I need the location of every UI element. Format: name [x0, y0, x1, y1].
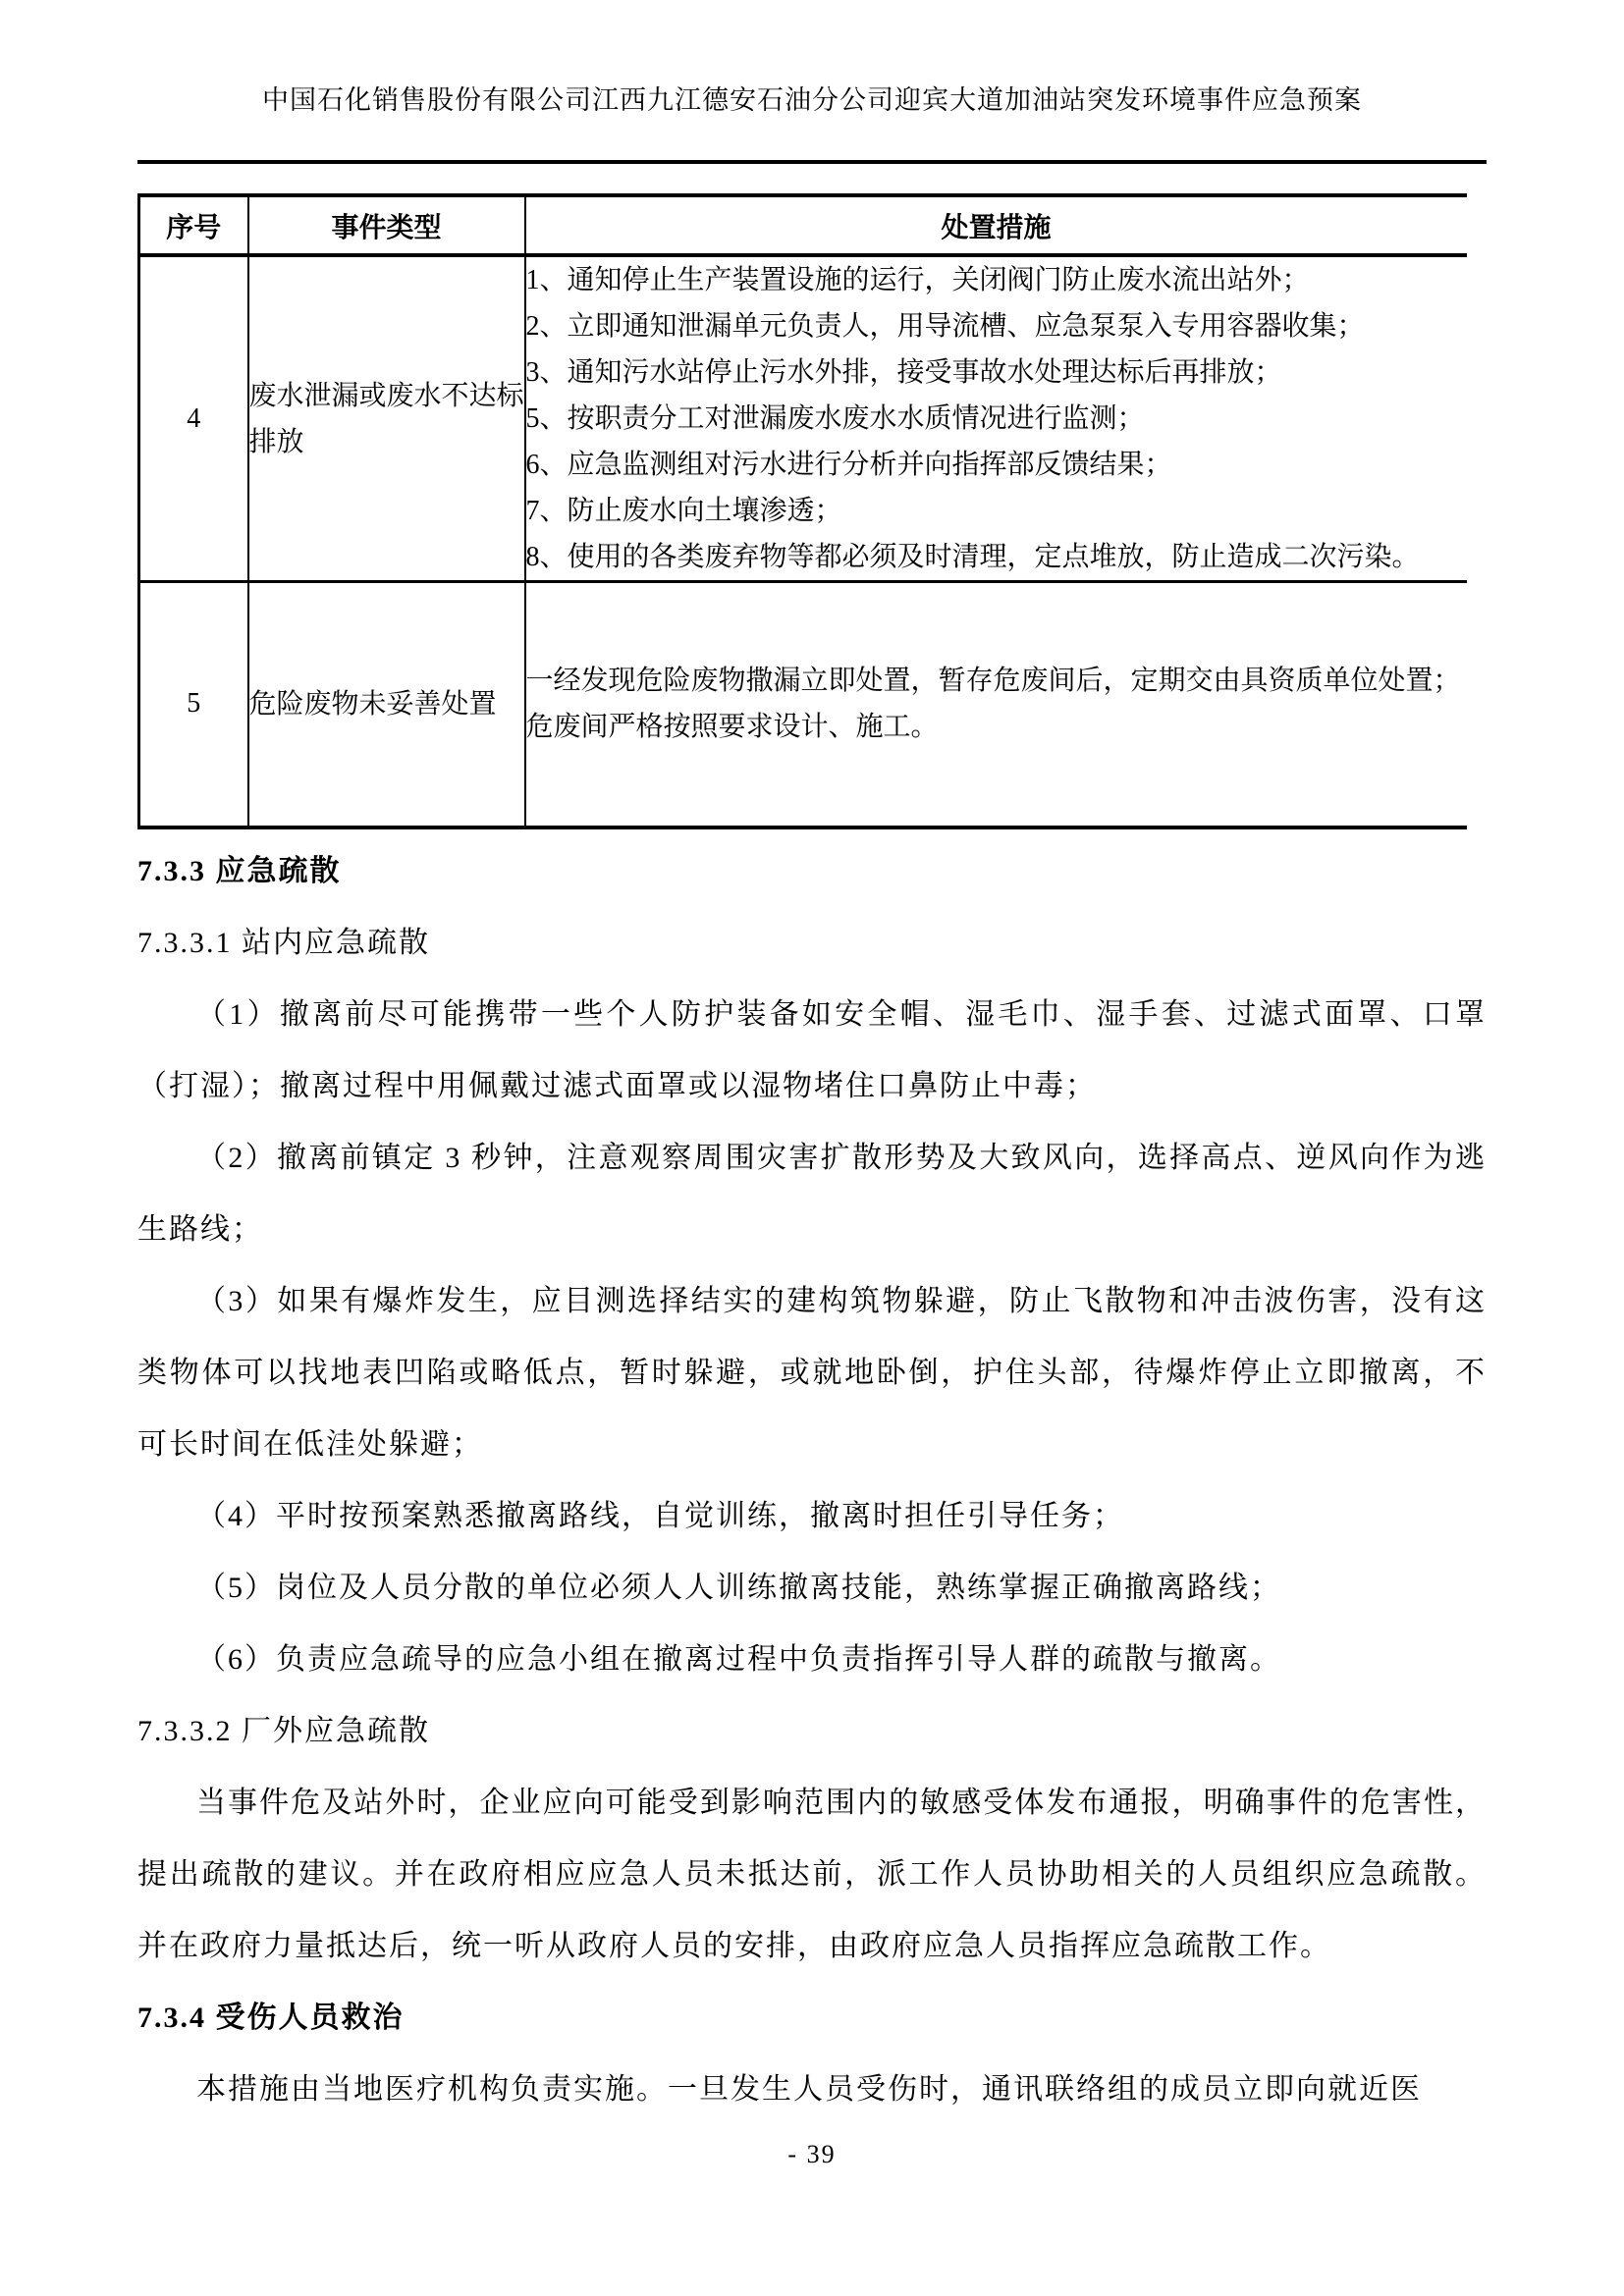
- measure-item: 8、使用的各类废弃物等都必须及时清理，定点堆放，防止造成二次污染。: [525, 542, 1420, 572]
- header-rule: [137, 160, 1487, 164]
- paragraph: （2）撤离前镇定 3 秒钟，注意观察周围灾害扩散形势及大致风向，选择高点、逆风向作为逃生路线；: [137, 1141, 1487, 1246]
- page-content: [137, 0, 1487, 2184]
- section-heading-733: 7.3.3 应急疏散: [137, 854, 342, 887]
- incident-measures-table: [137, 193, 1467, 829]
- page-number: - 39: [787, 2139, 837, 2168]
- measure-item: 3、通知污水站停止污水外排，接受事故水处理达标后再排放；: [525, 357, 1282, 388]
- section-heading-734: 7.3.4 受伤人员救治: [137, 2001, 405, 2034]
- row-index: 5: [187, 688, 201, 720]
- measures-cell: [525, 255, 1467, 582]
- event-type-cell: 危险废物未妥善处置: [248, 582, 525, 828]
- paragraph: 本措施由当地医疗机构负责实施。一旦发生人员受伤时，通讯联络组的成员立即向就近医: [196, 2072, 1422, 2106]
- document-body: [137, 835, 1487, 2125]
- section-heading-7332: 7.3.3.2 厂外应急疏散: [137, 1714, 430, 1747]
- event-type-cell: 废水泄漏或废水不达标排放: [248, 255, 525, 582]
- measure-item: 7、防止废水向土壤渗透；: [525, 496, 842, 526]
- column-header-measures: 处置措施: [525, 195, 1467, 255]
- paragraph: （1）撤离前尽可能携带一些个人防护装备如安全帽、湿毛巾、湿手套、过滤式面罩、口罩（打湿）；撤离过程中用佩戴过滤式面罩或以湿物堵住口鼻防止中毒；: [137, 997, 1487, 1102]
- section-heading-7331: 7.3.3.1 站内应急疏散: [137, 926, 430, 959]
- measure-item: 一经发现危险废物撒漏立即处置，暂存危废间后，定期交由具资质单位处置；危废间严格按照要求设计、施工。: [525, 666, 1461, 743]
- measure-item: 2、立即通知泄漏单元负责人，用导流槽、应急泵泵入专用容器收集；: [525, 311, 1365, 342]
- measure-item: 6、应急监测组对污水进行分析并向指挥部反馈结果；: [525, 450, 1172, 480]
- column-header-index: 序号: [139, 195, 248, 255]
- paragraph: （3）如果有爆炸发生，应目测选择结实的建构筑物躲避，防止飞散物和冲击波伤害，没有这类物体可以找地表凹陷或略低点，暂时躲避，或就地卧倒，护住头部，待爆炸停止立即撤离，不可长时间在低洼处躲避；: [137, 1284, 1487, 1461]
- table-row: [139, 582, 1467, 828]
- document-header-title: 中国石化销售股份有限公司江西九江德安石油分公司迎宾大道加油站突发环境事件应急预案: [262, 85, 1362, 115]
- measure-item: 1、通知停止生产装置设施的运行，关闭阀门防止废水流出站外；: [525, 265, 1310, 295]
- table-header-row: [139, 195, 1467, 255]
- paragraph: 当事件危及站外时，企业应向可能受到影响范围内的敏感受体发布通报，明确事件的危害性，提出疏散的建议。并在政府相应应急人员未抵达前，派工作人员协助相关的人员组织应急疏散。并在政府力量抵达后，统一听从政府人员的安排，由政府应急人员指挥应急疏散工作。: [137, 1786, 1487, 1962]
- paragraph: （4）平时按预案熟悉撤离路线，自觉训练，撤离时担任引导任务；: [196, 1499, 1124, 1532]
- measures-cell: [525, 582, 1467, 828]
- measure-item: 5、按职责分工对泄漏废水废水水质情况进行监测；: [525, 403, 1145, 434]
- table-row: [139, 255, 1467, 582]
- column-header-event-type: 事件类型: [248, 195, 525, 255]
- paragraph: （5）岗位及人员分散的单位必须人人训练撤离技能，熟练掌握正确撤离路线；: [196, 1571, 1281, 1604]
- paragraph: （6）负责应急疏导的应急小组在撤离过程中负责指挥引导人群的疏散与撤离。: [196, 1642, 1281, 1676]
- row-index: 4: [139, 255, 248, 582]
